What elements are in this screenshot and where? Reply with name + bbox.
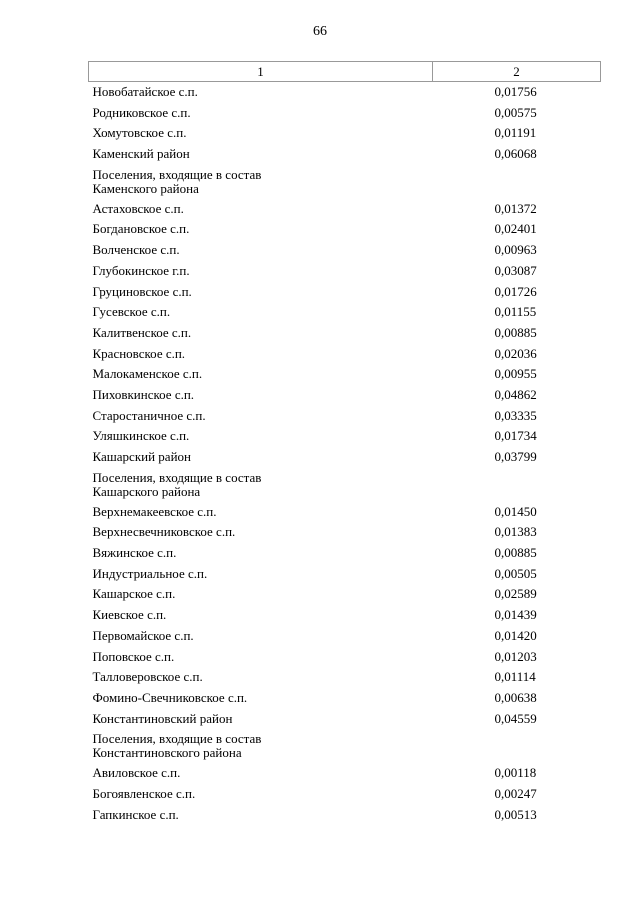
table-row (89, 691, 601, 712)
row-value-cell: 0,00575 (494, 104, 537, 120)
table-row (89, 243, 601, 264)
table-body (89, 82, 601, 829)
row-name-cell: Талловеровское с.п. (92, 669, 203, 685)
row-name-cell: Поселения, входящие в состав Каменского района (92, 166, 262, 196)
row-value-cell: 0,01155 (494, 304, 537, 320)
row-name-cell: Поселения, входящие в состав Константиновского района (92, 731, 262, 761)
table-row (89, 126, 601, 147)
row-name-cell: Новобатайское с.п. (92, 84, 198, 99)
row-name-cell: Пиховкинское с.п. (92, 386, 195, 402)
table-row (89, 546, 601, 567)
row-value-cell: 0,01383 (494, 524, 537, 540)
row-name-cell: Калитвенское с.п. (92, 324, 192, 340)
table-row (89, 409, 601, 430)
row-value-cell (433, 732, 601, 766)
table-header (89, 62, 601, 82)
row-name-cell: Уляшкинское с.п. (92, 428, 190, 444)
row-value-cell: 0,01726 (494, 283, 537, 299)
row-name-cell: Волченское с.п. (92, 242, 180, 258)
row-value-cell: 0,01203 (494, 648, 537, 664)
data-table-container (88, 61, 600, 828)
table-row (89, 450, 601, 471)
row-value-cell: 0,00955 (494, 366, 537, 382)
row-name-cell: Фомино-Свечниковское с.п. (92, 689, 248, 705)
row-name-cell: Хомутовское с.п. (92, 125, 187, 141)
row-value-cell: 0,01420 (494, 627, 537, 643)
row-name-cell: Первомайское с.п. (92, 627, 194, 643)
table-row (89, 525, 601, 546)
row-name-cell: Груциновское с.п. (92, 283, 192, 299)
row-name-cell: Богдановское с.п. (92, 221, 190, 237)
table-row (89, 429, 601, 450)
table-row (89, 222, 601, 243)
table-row (89, 712, 601, 733)
table-row (89, 650, 601, 671)
row-value-cell: 0,00118 (494, 765, 537, 781)
table-row (89, 326, 601, 347)
table-row (89, 787, 601, 808)
row-name-cell: Вяжинское с.п. (92, 545, 177, 561)
table-row (89, 106, 601, 127)
row-value-cell: 0,06068 (494, 146, 537, 162)
row-value-cell: 0,01734 (494, 428, 537, 444)
table-row (89, 168, 601, 202)
table-row (89, 567, 601, 588)
table-row (89, 587, 601, 608)
row-name-cell: Кашарский район (92, 449, 191, 464)
row-name-cell: Каменский район (92, 146, 190, 162)
row-name-cell: Кашарское с.п. (92, 586, 176, 602)
row-value-cell: 0,00247 (494, 785, 537, 801)
table-row (89, 285, 601, 306)
row-name-cell: Верхнесвечниковское с.п. (92, 524, 236, 540)
row-value-cell: 0,00505 (494, 565, 537, 581)
row-value-cell: 0,01191 (494, 125, 537, 141)
row-name-cell: Константиновский район (92, 710, 233, 726)
row-value-cell: 0,03335 (494, 407, 537, 423)
row-value-cell: 0,04559 (494, 710, 537, 726)
row-value-cell: 0,01114 (494, 669, 536, 685)
row-value-cell: 0,02036 (494, 345, 537, 361)
row-value-cell: 0,00963 (494, 242, 537, 258)
row-name-cell: Астаховское с.п. (92, 200, 184, 216)
table-row (89, 670, 601, 691)
row-value-cell: 0,01372 (494, 200, 537, 216)
row-name-cell: Гапкинское с.п. (92, 806, 179, 822)
row-value-cell: 0,00885 (494, 324, 537, 340)
table-row (89, 202, 601, 223)
table-row (89, 766, 601, 787)
row-name-cell: Малокаменское с.п. (92, 366, 203, 382)
row-name-cell: Индустриальное с.п. (92, 565, 208, 581)
row-value-cell: 0,02589 (494, 586, 537, 602)
row-value-cell: 0,00638 (494, 689, 537, 705)
table-row (89, 82, 601, 106)
table-row (89, 629, 601, 650)
header-row (89, 62, 601, 82)
row-value-cell: 0,01756 (494, 84, 537, 99)
row-value-cell (433, 471, 601, 505)
column-header-2: 2 (433, 62, 601, 82)
row-name-cell: Верхнемакеевское с.п. (92, 503, 217, 519)
table-row (89, 732, 601, 766)
table-row (89, 367, 601, 388)
row-value-cell: 0,00513 (494, 806, 537, 822)
row-name-cell: Гусевское с.п. (92, 304, 171, 320)
row-name-cell: Авиловское с.п. (92, 765, 181, 781)
table-row (89, 147, 601, 168)
row-name-cell: Красновское с.п. (92, 345, 186, 361)
row-name-cell: Поселения, входящие в состав Кашарского района (92, 469, 262, 499)
row-name-cell: Богоявленское с.п. (92, 785, 196, 801)
table-row (89, 808, 601, 829)
row-name-cell: Глубокинское г.п. (92, 262, 190, 278)
row-value-cell (433, 168, 601, 202)
column-header-1: 1 (89, 62, 433, 82)
row-value-cell: 0,04862 (494, 386, 537, 402)
page-number: 66 (313, 24, 327, 39)
table-row (89, 347, 601, 368)
table-row (89, 608, 601, 629)
table-row (89, 471, 601, 505)
row-value-cell: 0,00885 (494, 545, 537, 561)
data-table (88, 61, 601, 828)
row-value-cell: 0,03087 (494, 262, 537, 278)
row-value-cell: 0,02401 (494, 221, 537, 237)
row-name-cell: Родниковское с.п. (92, 104, 191, 120)
row-name-cell: Поповское с.п. (92, 648, 175, 664)
row-name-cell: Старостаничное с.п. (92, 407, 206, 423)
table-row (89, 305, 601, 326)
row-value-cell: 0,01450 (494, 503, 537, 519)
row-name-cell: Киевское с.п. (92, 607, 167, 623)
table-row (89, 505, 601, 526)
table-row (89, 388, 601, 409)
row-value-cell: 0,03799 (494, 449, 537, 464)
table-row (89, 264, 601, 285)
row-value-cell: 0,01439 (494, 607, 537, 623)
